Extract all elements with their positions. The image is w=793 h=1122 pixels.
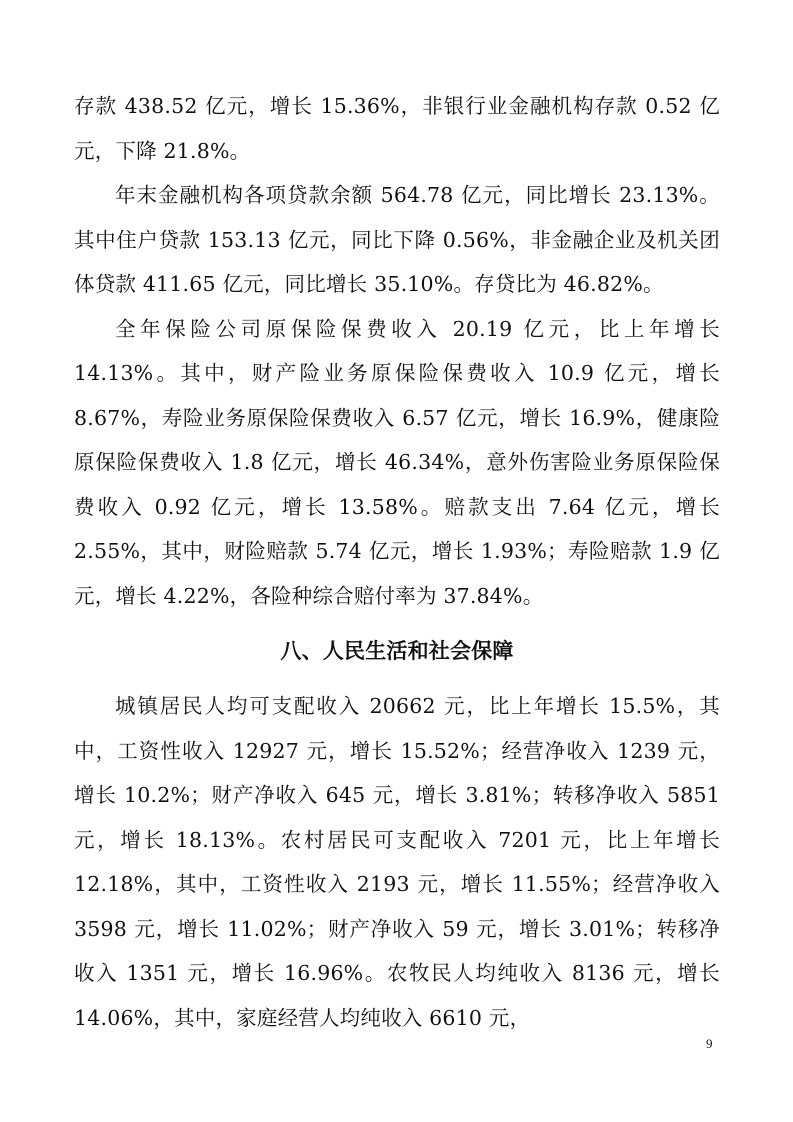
paragraph-income: 城镇居民人均可支配收入 20662 元，比上年增长 15.5%，其中，工资性收入 12927 元，增长 15.52%；经营净收入 1239 元，增长 10.2%；财产净收入 645 元，增长 3.81%；转移净收入 5851 元，增长 18.13%。农村居民可支配收入 7201 元，比上年增长 12.18%，其中，工资性收入 2193 元，增长 11.55%；经营净收入 3598 元，增长 11.02%；财产净收入 59 元，增长 3.01%；转移净收入 1351 元，增长 16.96%。农牧民人均纯收入 8136 元，增长 14.06%，其中，家庭经营人均纯收入 6610 元， xyxy=(74,694,720,1030)
paragraph-insurance: 全年保险公司原保险保费收入 20.19 亿元，比上年增长 14.13%。其中，财产险业务原保险保费收入 10.9 亿元，增长 8.67%，寿险业务原保险保费收入 6.57 亿元，增长 16.9%，健康险原保险保费收入 1.8 亿元，增长 46.34%，意外伤害险业务原保险保费收入 0.92 亿元，增长 13.58%。赔款支出 7.64 亿元，增长 2.55%，其中，财险赔款 5.74 亿元，增长 1.93%；寿险赔款 1.9 亿元，增长 4.22%，各险种综合赔付率为 37.84%。 xyxy=(74,316,720,608)
section-heading: 八、人民生活和社会保障 xyxy=(280,639,514,663)
page-number: 9 xyxy=(706,1036,713,1051)
document-body xyxy=(74,84,720,1040)
paragraph-loans: 年末金融机构各项贷款余额 564.78 亿元，同比增长 23.13%。其中住户贷款 153.13 亿元，同比下降 0.56%，非金融企业及机关团体贷款 411.65 亿元，同比增长 35.10%。存贷比为 46.82%。 xyxy=(74,183,720,296)
paragraph-deposits-continued: 存款 438.52 亿元，增长 15.36%，非银行业金融机构存款 0.52 亿元，下降 21.8%。 xyxy=(74,94,720,163)
